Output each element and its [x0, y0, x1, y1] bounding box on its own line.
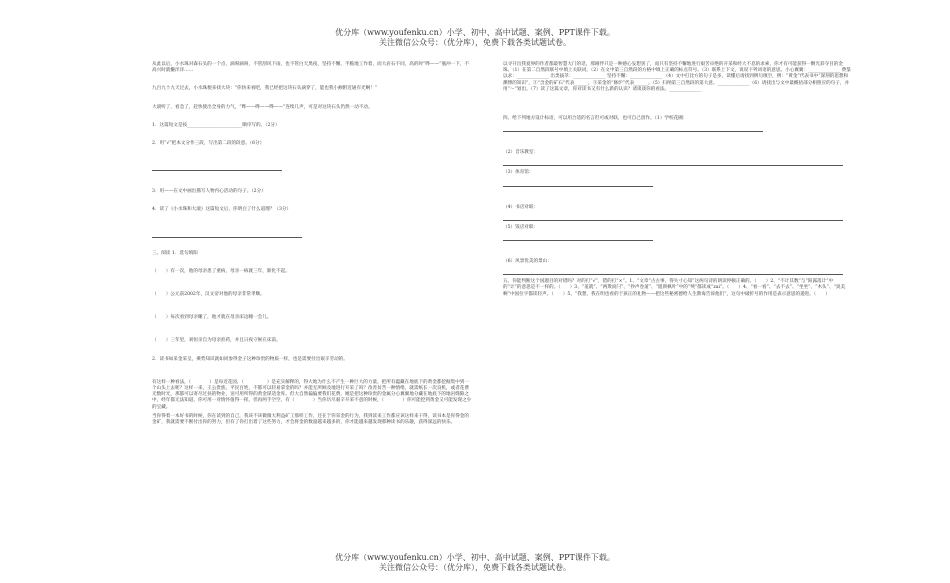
left-column: [152, 62, 472, 429]
right-column: [503, 62, 851, 301]
page-footer: [0, 553, 950, 573]
section-5-judgement: 五、你能判断这个国题目的对错吗？对的打“√”，错的打“×”。1、“文章”古古事，得失寸心知”这两句诗的朗读停顿正确的。（ ）2、“不计其数”与“阳露落计”中的“计”的意思是不一样的。（ ）3、“羞就”、“两欺而闩”、“抄声卷道”、“阻锁枫叶”中的“殃”都读成“zai”。（ ）4、“看一看”、“去不去”、“坐坐”、“木头”、“臭美啊”中国位字都读轻声。（ ）5、“我想，我在明也看的于孩正的礼物——把这些秘密德给人生教诲告诉他们”，这句中破折号的作用是表示意思的递进。（ ）: [503, 279, 846, 297]
passage-paragraph: 有这样一种看法，（ ）是每近花园，（ ）是充实解释的，得大地为什么不产生一种巨大的力量，把所有蕴藏在地底下的黄金都挖掘集中到一个山头上去呢？这样一来，王公贵族、平民百姓，不都可以轻易拿金的吗？并能无所顾及地进行开采了吗？改善贫苦一种情绪，就需纸长一次良机，或者花费无数时光，那都可以寄尽过扶的物业，送可用所得的黄金谋适金库。但大自然偏偏要我们花费，她是把这种珍贵的金属分心翼翼地分藏在地底下的地岩缝隙之中，经年都无法知道。你可用一对情怀值得一挥，但再两手空空，有（ ）当你历尽艰辛开采不意的时候，（ ）你可能挖到黄金又可能发现之少的宝藏。: [152, 379, 472, 410]
question-4: 4．读了《小水珠和大滚》这篇短文后，你明白了什么道理？（3分）: [152, 207, 292, 213]
answer-line: [503, 214, 843, 221]
ordering-item: （ ）三年里，刘恒亲自为母亲煎药，并且日夜守候在床前。: [152, 338, 281, 344]
passage-paragraph: 大滚听了，看急了，赶快使出全身的力气，“哗——哗——哗——”连续几声，可是对这块石头仍然一动不动。: [152, 104, 373, 110]
section-4-heading: 四、给下列地方设计标语，可以用合适的名言但可或对联，也可自己创作。（1）学校花圃：: [503, 116, 688, 122]
header-line-2: 关注微信公众号：（优分库），免费下载各类试题试卷。: [379, 38, 571, 47]
slogan-bookstore: （4）书店对联：: [503, 204, 539, 210]
ordering-item: （ ）公元前2002年，汉文帝对他的母亲非常孝顺。: [152, 292, 265, 298]
footer-line-2: 关注微信公众号：（优分库），免费下载各类试题试卷。: [379, 563, 571, 572]
answer-line: [503, 180, 653, 187]
slogan-music-room: （2）音乐教室：: [503, 150, 539, 156]
answer-line: [152, 164, 282, 171]
ordering-item: （ ）有一次，他的母亲患了重病，母亲一病就三年，渐化不起。: [152, 268, 290, 274]
answer-line: [503, 268, 843, 275]
answer-line: [152, 231, 302, 238]
slogan-gym: （3）体育馆：: [503, 170, 534, 176]
answer-line: [503, 159, 843, 166]
slogan-restaurant: （5）饭店对联：: [503, 224, 539, 230]
answer-line: [503, 234, 653, 241]
passage-paragraph: 当你得着一本好书的时候，你在读到的自己，我该不该微微大利益矿工那样工作，还在于你采金的行为，我到读来工作都应该这样来干得，读书本是你得金的金矿，我就需要不断付出你的努力，但有了你打出着了这些努力，才会将金的数量越来越多的，你才能越来越发现那种读书的乐趣，获得深远的快乐。: [152, 413, 469, 426]
question-3: 3．用——在文中画出描写人物内心活动的句子。（2分）: [152, 189, 266, 195]
question-2: 2．用“√”把本文分作三段，写出第二段的段意。（6分）: [152, 141, 265, 147]
passage-paragraph: 从此以后，小水珠对森石头的一个点，滴呀滴呀，不管刮风下雨，也不管白天黑夜，坚持不懈，半脆地工作着，而大岩石不同，高的时“哗——”瓶冲一下，不高兴时就懒洋洋……: [152, 62, 470, 74]
questions-block: 以寻开出我爱界的作者都最智慧大门的话，那刚伴只是一种感心妄想罢了，而只有坚持不懈地进行艰苦卓绝的开采和经大不息的求索，你才有可能获得一颗光彩夺目的金珠。（1）在第二自然段联号中填上关联词。（2）在文中第三自然段的方格中填上正确的标点符号。（3）联系上下文，说说下列词语的意思。小心翼翼：______________ 费篆以求：______________ 出类拔萃：______________ 坚持不懈：______________ （4）文中打比方的句子是多，读懂后请找到例句填空，例：“黄金”代表书中“深刻的思想和渊博的知识”，③“含金的矿石”代表______，③采金的“修炉”代表______。（5）归纳第三自然段的第大意。______________（6）请找出与文中最概括部分相照应的句子，并用“～”划出。（7）读了这篇文章，你对读书又有什么新的认识？请谈谈你的看法。______________: [503, 62, 851, 92]
ordering-item: （ ）每次看到母亲睡了，他才就在母亲床边睡一会儿。: [152, 315, 272, 321]
footer-line-1: 优分库（www.youfenku.cn）小学、初中、高中试题、案例、PPT课件下载。: [335, 553, 615, 562]
header-line-1: 优分库（www.youfenku.cn）小学、初中、高中试题、案例、PPT课件下载。: [335, 28, 615, 37]
section-3-heading: 三、阅读 1．选句填阳: [152, 250, 198, 256]
question-1: 1．这篇短文是按________________________顺序写的。（2分）: [152, 122, 280, 128]
question-5: 2．读书如采金采呈，乘势知识就如同参得金子这种珍贵的物质一样，也是需要付出艰辛劳动的。: [152, 356, 348, 362]
slogan-mountain: （6）风景优美的景山：: [503, 259, 552, 265]
answer-line: [503, 125, 763, 132]
passage-paragraph: 九百九十九天过去，小水珠便来找大块：“你快来看吧，我已经把这块石头滴穿了，能也我小额附近通有光啊！”: [152, 86, 378, 92]
page-header: [0, 28, 950, 48]
